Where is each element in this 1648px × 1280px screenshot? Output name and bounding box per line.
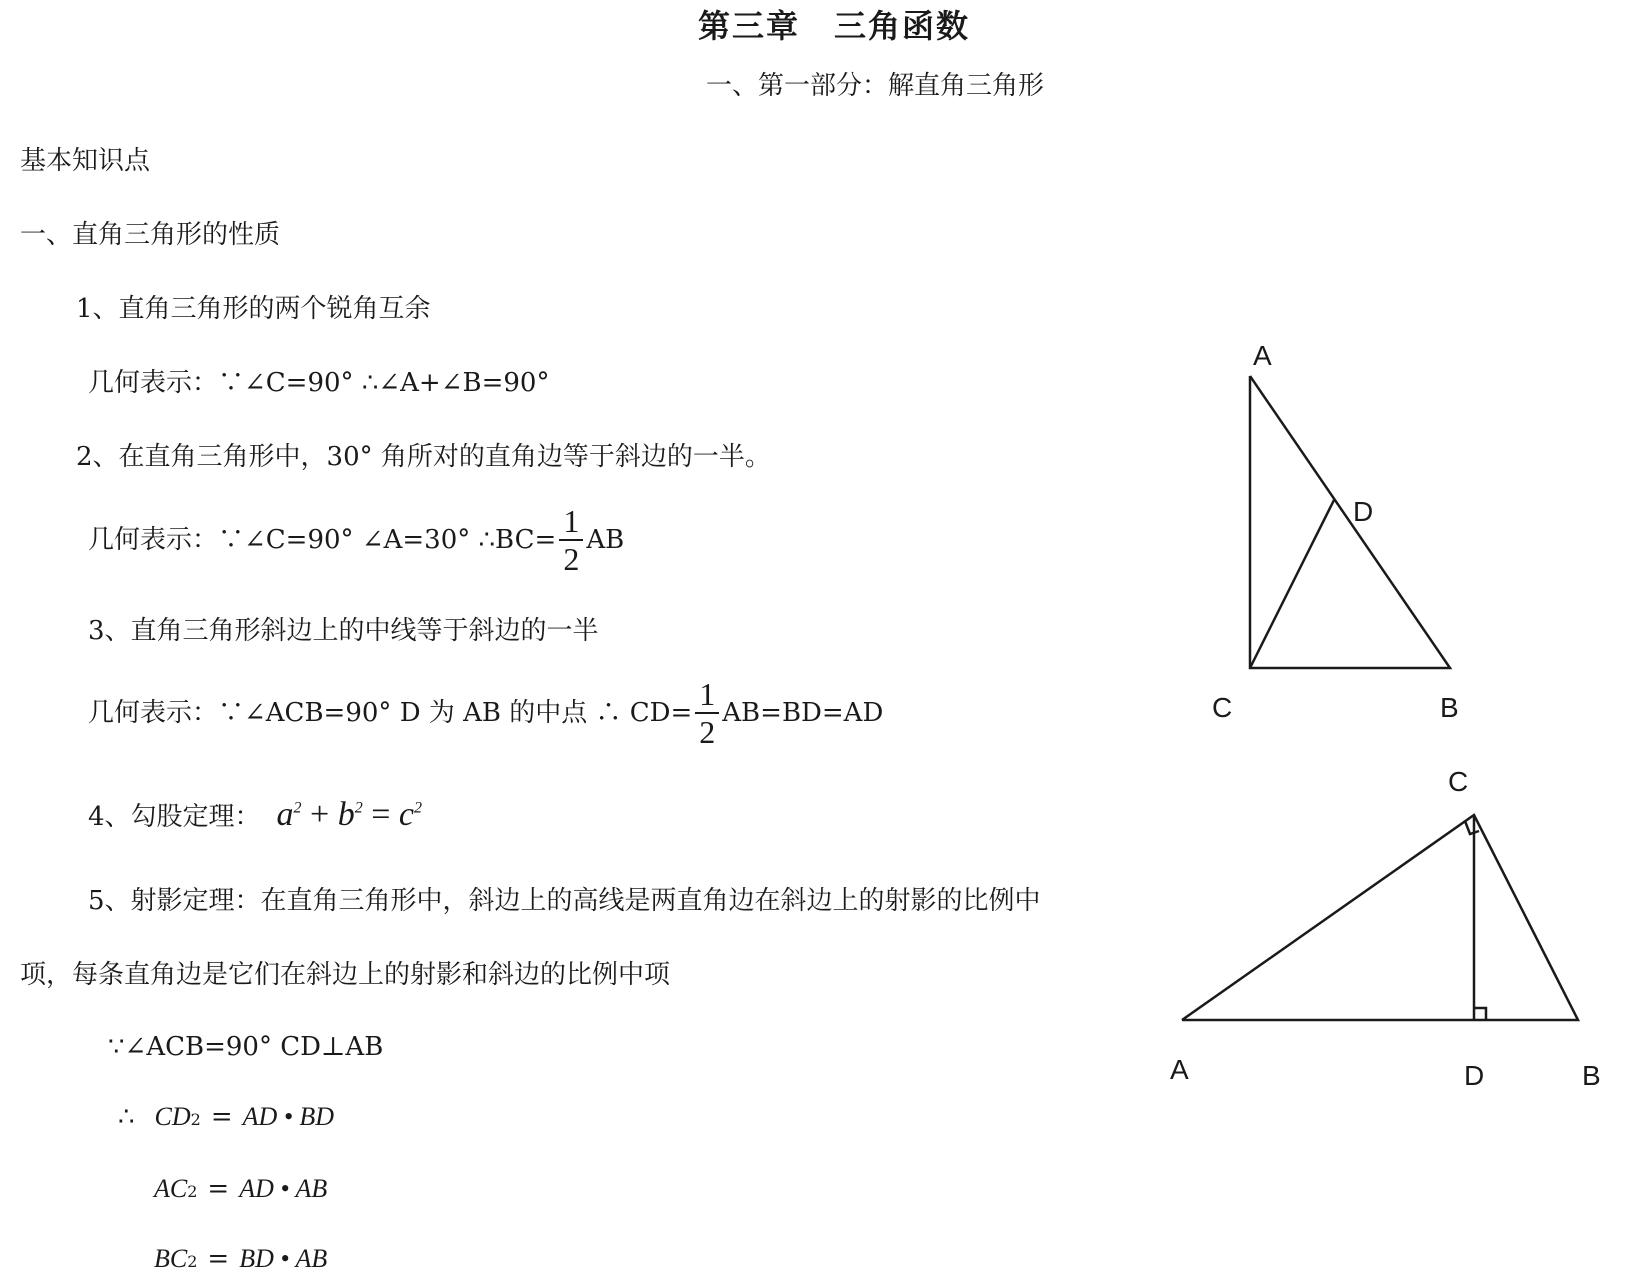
therefore-symbol: ∴ — [118, 1102, 135, 1132]
exponent: 2 — [414, 799, 423, 817]
section-title: 一、第一部分：解直角三角形 — [706, 71, 1045, 101]
item2-geo-prefix: 几何表示：∵∠C=90° ∠A=30° ∴BC= — [88, 525, 557, 555]
item2-text: 2、在直角三角形中，30° 角所对的直角边等于斜边的一半。 — [76, 442, 771, 472]
equals-sign: = — [371, 796, 391, 833]
figure2-right-angle-mark-d — [1474, 1008, 1486, 1020]
eq2-lhs: AC — [154, 1174, 188, 1203]
exponent: 2 — [293, 799, 302, 817]
plus-sign: + — [310, 796, 330, 833]
eq2-rhs: AD • AB — [239, 1174, 328, 1203]
figure1-label-b: B — [1440, 692, 1459, 723]
var-a: a — [276, 796, 294, 833]
exponent: 2 — [354, 799, 363, 817]
figure1-label-a: A — [1253, 340, 1272, 371]
item5-line2: 项，每条直角边是它们在斜边上的射影和斜边的比例中项 — [20, 960, 671, 990]
figure2-label-d: D — [1464, 1060, 1485, 1091]
item5-line1: 5、射影定理：在直角三角形中，斜边上的高线是两直角边在斜边上的射影的比例中 — [88, 886, 1041, 916]
eq1-lhs: CD — [154, 1102, 191, 1131]
equals-sign: = — [210, 1102, 233, 1132]
figure1-label-d: D — [1353, 496, 1374, 527]
item4-label: 4、勾股定理： — [88, 802, 261, 832]
var-b: b — [337, 796, 355, 833]
equals-sign: = — [207, 1174, 230, 1204]
chapter-title: 第三章 三角函数 — [698, 7, 971, 45]
exponent: 2 — [190, 1110, 201, 1129]
figure1-median — [1250, 500, 1334, 668]
exponent: 2 — [187, 1252, 198, 1271]
exponent: 2 — [187, 1182, 198, 1201]
equals-sign: = — [207, 1244, 230, 1274]
item1-geo: 几何表示：∵∠C=90° ∴∠A+∠B=90° — [88, 368, 550, 398]
item1-text: 1、直角三角形的两个锐角互余 — [76, 294, 431, 324]
item3-fraction-denominator: 2 — [699, 714, 716, 750]
figure1-outline — [1250, 376, 1450, 668]
property-heading: 一、直角三角形的性质 — [20, 220, 281, 250]
item3-geo-suffix: AB=BD=AD — [722, 698, 884, 728]
item5-given: ∵∠ACB=90° CD⊥AB — [108, 1032, 384, 1062]
figure2-label-a: A — [1170, 1054, 1189, 1085]
item2-fraction-denominator: 2 — [563, 541, 580, 577]
figure2-label-b: B — [1582, 1060, 1601, 1091]
var-c: c — [398, 796, 415, 833]
item3-text: 3、直角三角形斜边上的中线等于斜边的一半 — [88, 616, 599, 646]
figure2-label-c: C — [1448, 766, 1469, 797]
item3-geo-prefix: 几何表示：∵∠ACB=90° D 为 AB 的中点 ∴ CD= — [88, 698, 693, 728]
figure1-triangle — [1250, 376, 1450, 668]
figure2-triangle — [1182, 815, 1578, 1020]
figure1-label-c: C — [1212, 692, 1233, 723]
eq1-rhs: AD • BD — [242, 1102, 335, 1131]
item2-fraction-numerator: 1 — [563, 503, 580, 539]
item2-geo-suffix: AB — [586, 525, 625, 555]
figure2-outline — [1182, 815, 1578, 1020]
item3-fraction-numerator: 1 — [699, 676, 716, 712]
basics-heading: 基本知识点 — [20, 146, 151, 176]
eq3-rhs: BD • AB — [239, 1244, 328, 1273]
eq3-lhs: BC — [154, 1244, 188, 1273]
